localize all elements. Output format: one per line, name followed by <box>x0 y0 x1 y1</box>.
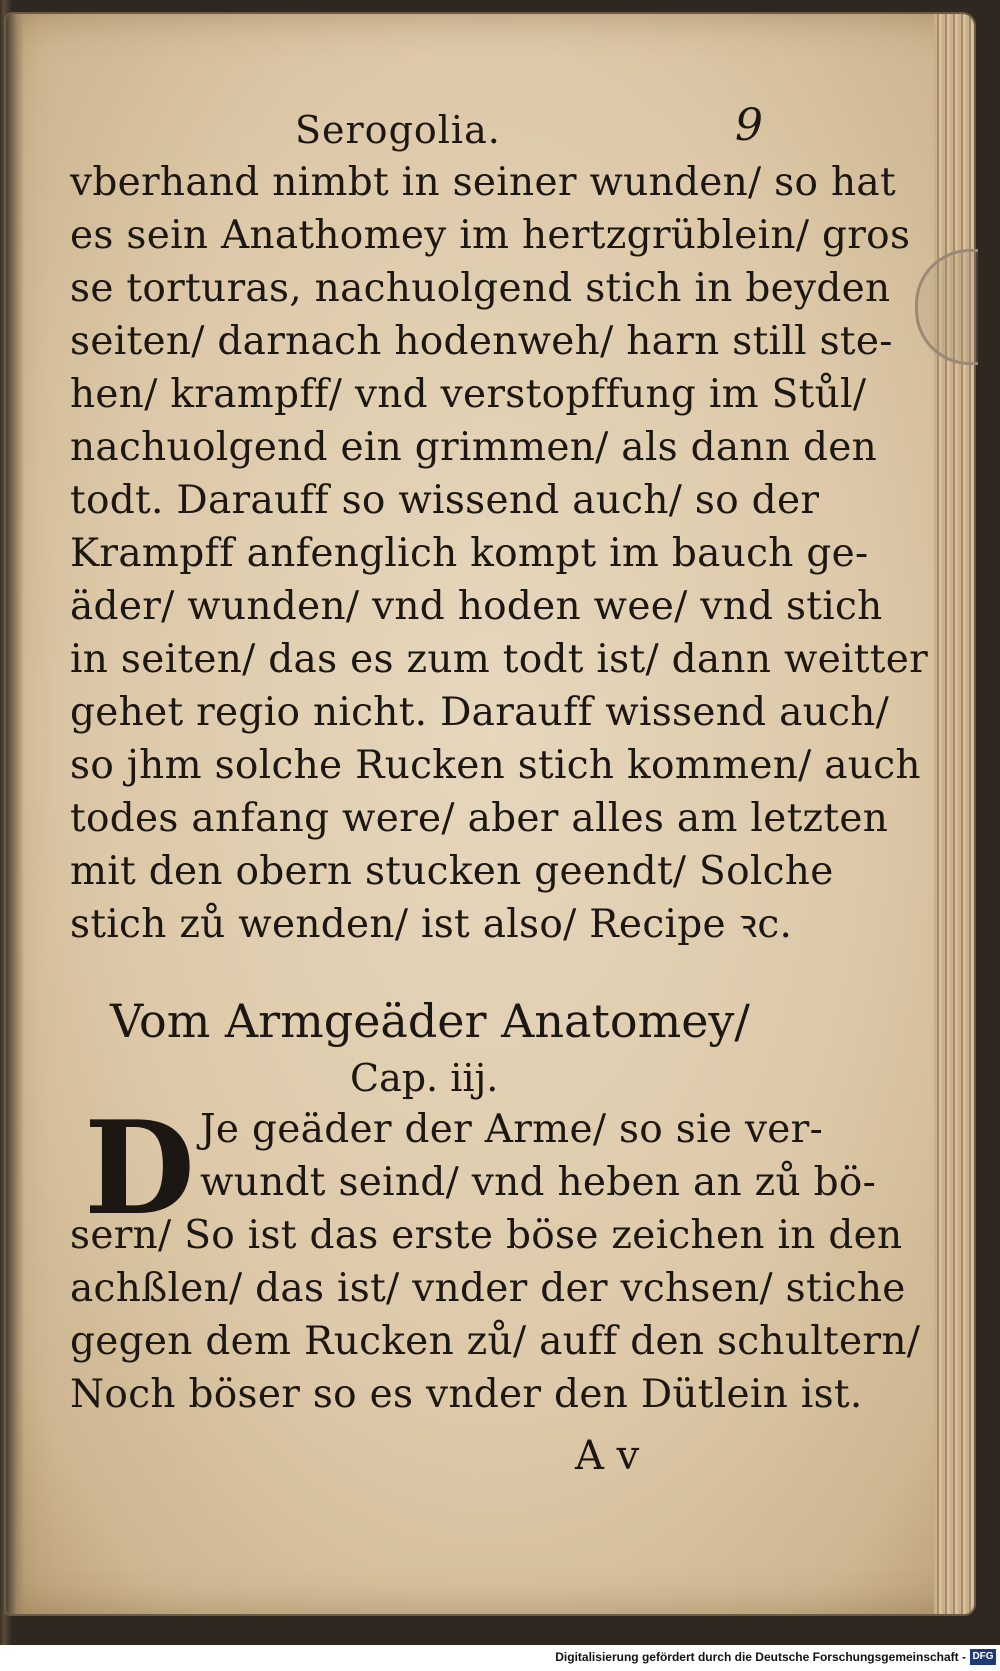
signature-mark: A v <box>575 1433 640 1479</box>
text-line: gehet regio nicht. Darauff wissend auch/ <box>70 690 890 735</box>
dfg-logo: DFG <box>970 1649 996 1665</box>
text-line: so jhm solche Rucken stich kommen/ auch <box>70 743 921 788</box>
page-text <box>70 98 929 1489</box>
section-paragraph <box>70 1094 921 1421</box>
page-gutter <box>6 14 24 1614</box>
text-line: vberhand nimbt in seiner wunden/ so hat <box>70 160 896 205</box>
drop-cap: D <box>84 1094 195 1244</box>
text-line: stich zů wenden/ ist also/ Recipe ꝛc. <box>70 902 793 947</box>
funding-credit: Digitalisierung gefördert durch die Deutsche Forschungsgemeinschaft - <box>555 1650 966 1664</box>
text-line: todt. Darauff so wissend auch/ so der <box>70 478 820 523</box>
body-paragraph <box>70 156 929 951</box>
text-line: Krampff anfenglich kompt im bauch ge- <box>70 531 869 576</box>
text-line: Noch böser so es vnder den Dütlein ist. <box>70 1372 863 1417</box>
signature-line <box>70 1429 830 1489</box>
text-line: mit den obern stucken geendt/ Solche <box>70 849 834 894</box>
text-line: sern/ So ist das erste böse zeichen in den <box>70 1213 903 1258</box>
text-line: Je geäder der Arme/ so sie ver- <box>200 1107 824 1152</box>
text-line: wundt seind/ vnd heben an zů bö- <box>200 1160 877 1205</box>
chapter-label: Cap. iij. <box>350 1056 499 1100</box>
page-number: 9 <box>735 100 763 151</box>
text-line: es sein Anathomey im hertzgrüblein/ gros <box>70 213 911 258</box>
text-line: nachuolgend ein grimmen/ als dann den <box>70 425 878 470</box>
text-line: todes anfang were/ aber alles am letzten <box>70 796 889 841</box>
text-line: se torturas, nachuolgend stich in beyden <box>70 266 891 311</box>
text-line: achßlen/ das ist/ vnder der vchsen/ stiche <box>70 1266 906 1311</box>
section-heading: Vom Armgeäder Anatomey/ <box>110 994 750 1048</box>
text-line: in seiten/ das es zum todt ist/ dann weitter <box>70 637 929 682</box>
text-line: hen/ krampff/ vnd verstopffung im Stůl/ <box>70 372 867 417</box>
page-clip <box>915 249 978 365</box>
footer-bar <box>0 1645 1000 1671</box>
page-header <box>70 98 830 156</box>
text-line: äder/ wunden/ vnd hoden wee/ vnd stich <box>70 584 883 629</box>
running-head: Serogolia. <box>295 108 501 152</box>
text-line: gegen dem Rucken zů/ auff den schultern/ <box>70 1319 921 1364</box>
text-line: seiten/ darnach hodenweh/ harn still ste- <box>70 319 893 364</box>
